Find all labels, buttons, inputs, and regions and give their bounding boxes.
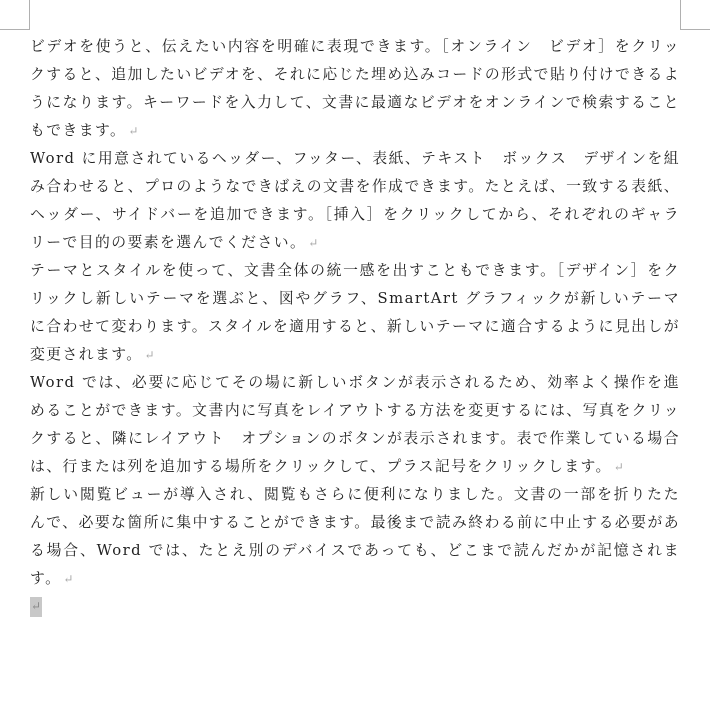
paragraph-2-text: Word に用意されているヘッダー、フッター、表紙、テキスト ボックス デザインを組み合わせると、プロのようなできばえの文書を作成できます。たとえば、一致する表紙、ヘッダー、サイドバーを追加できます。［挿入］をクリックしてから、それぞれのギャラリーで目的の要素を選んでください。 [30, 150, 680, 251]
paragraph-2[interactable] [30, 145, 680, 257]
paragraph-1-text: ビデオを使うと、伝えたい内容を明確に表現できます。［オンライン ビデオ］をクリックすると、追加したいビデオを、それに応じた埋め込みコードの形式で貼り付けできるようになります。キーワードを入力して、文書に最適なビデオをオンラインで検索することもできます。 [30, 38, 680, 139]
crop-mark-top-left [0, 0, 30, 30]
paragraph-4[interactable] [30, 369, 680, 481]
paragraph-4-text: Word では、必要に応じてその場に新しいボタンが表示されるため、効率よく操作を進めることができます。文書内に写真をレイアウトする方法を変更するには、写真をクリックすると、隣にレイアウト オプションのボタンが表示されます。表で作業している場合は、行または列を追加する場所をクリックして、プラス記号をクリックします。 [30, 374, 680, 475]
paragraph-5[interactable] [30, 481, 680, 593]
paragraph-5-text: 新しい閲覧ビューが導入され、閲覧もさらに便利になりました。文書の一部を折りたたんで、必要な箇所に集中することができます。最後まで読み終わる前に中止する必要がある場合、Word では、たとえ別のデバイスであっても、どこまで読んだかが記憶されます。 [30, 486, 680, 587]
empty-paragraph[interactable] [30, 593, 680, 621]
crop-mark-top-right [680, 0, 710, 30]
paragraph-mark-icon: ↵ [128, 124, 139, 138]
paragraph-3-text: テーマとスタイルを使って、文書全体の統一感を出すこともできます。［デザイン］をクリックし新しいテーマを選ぶと、図やグラフ、SmartArt グラフィックが新しいテーマに合わせて変わります。スタイルを適用すると、新しいテーマに適合するように見出しが変更されます。 [30, 262, 680, 363]
selected-paragraph-mark-icon: ↵ [30, 597, 42, 617]
paragraph-mark-icon: ↵ [63, 572, 74, 586]
paragraph-mark-icon: ↵ [144, 348, 155, 362]
paragraph-mark-icon: ↵ [613, 460, 624, 474]
document-body[interactable] [30, 33, 680, 621]
paragraph-1[interactable] [30, 33, 680, 145]
paragraph-mark-icon: ↵ [308, 236, 319, 250]
paragraph-3[interactable] [30, 257, 680, 369]
